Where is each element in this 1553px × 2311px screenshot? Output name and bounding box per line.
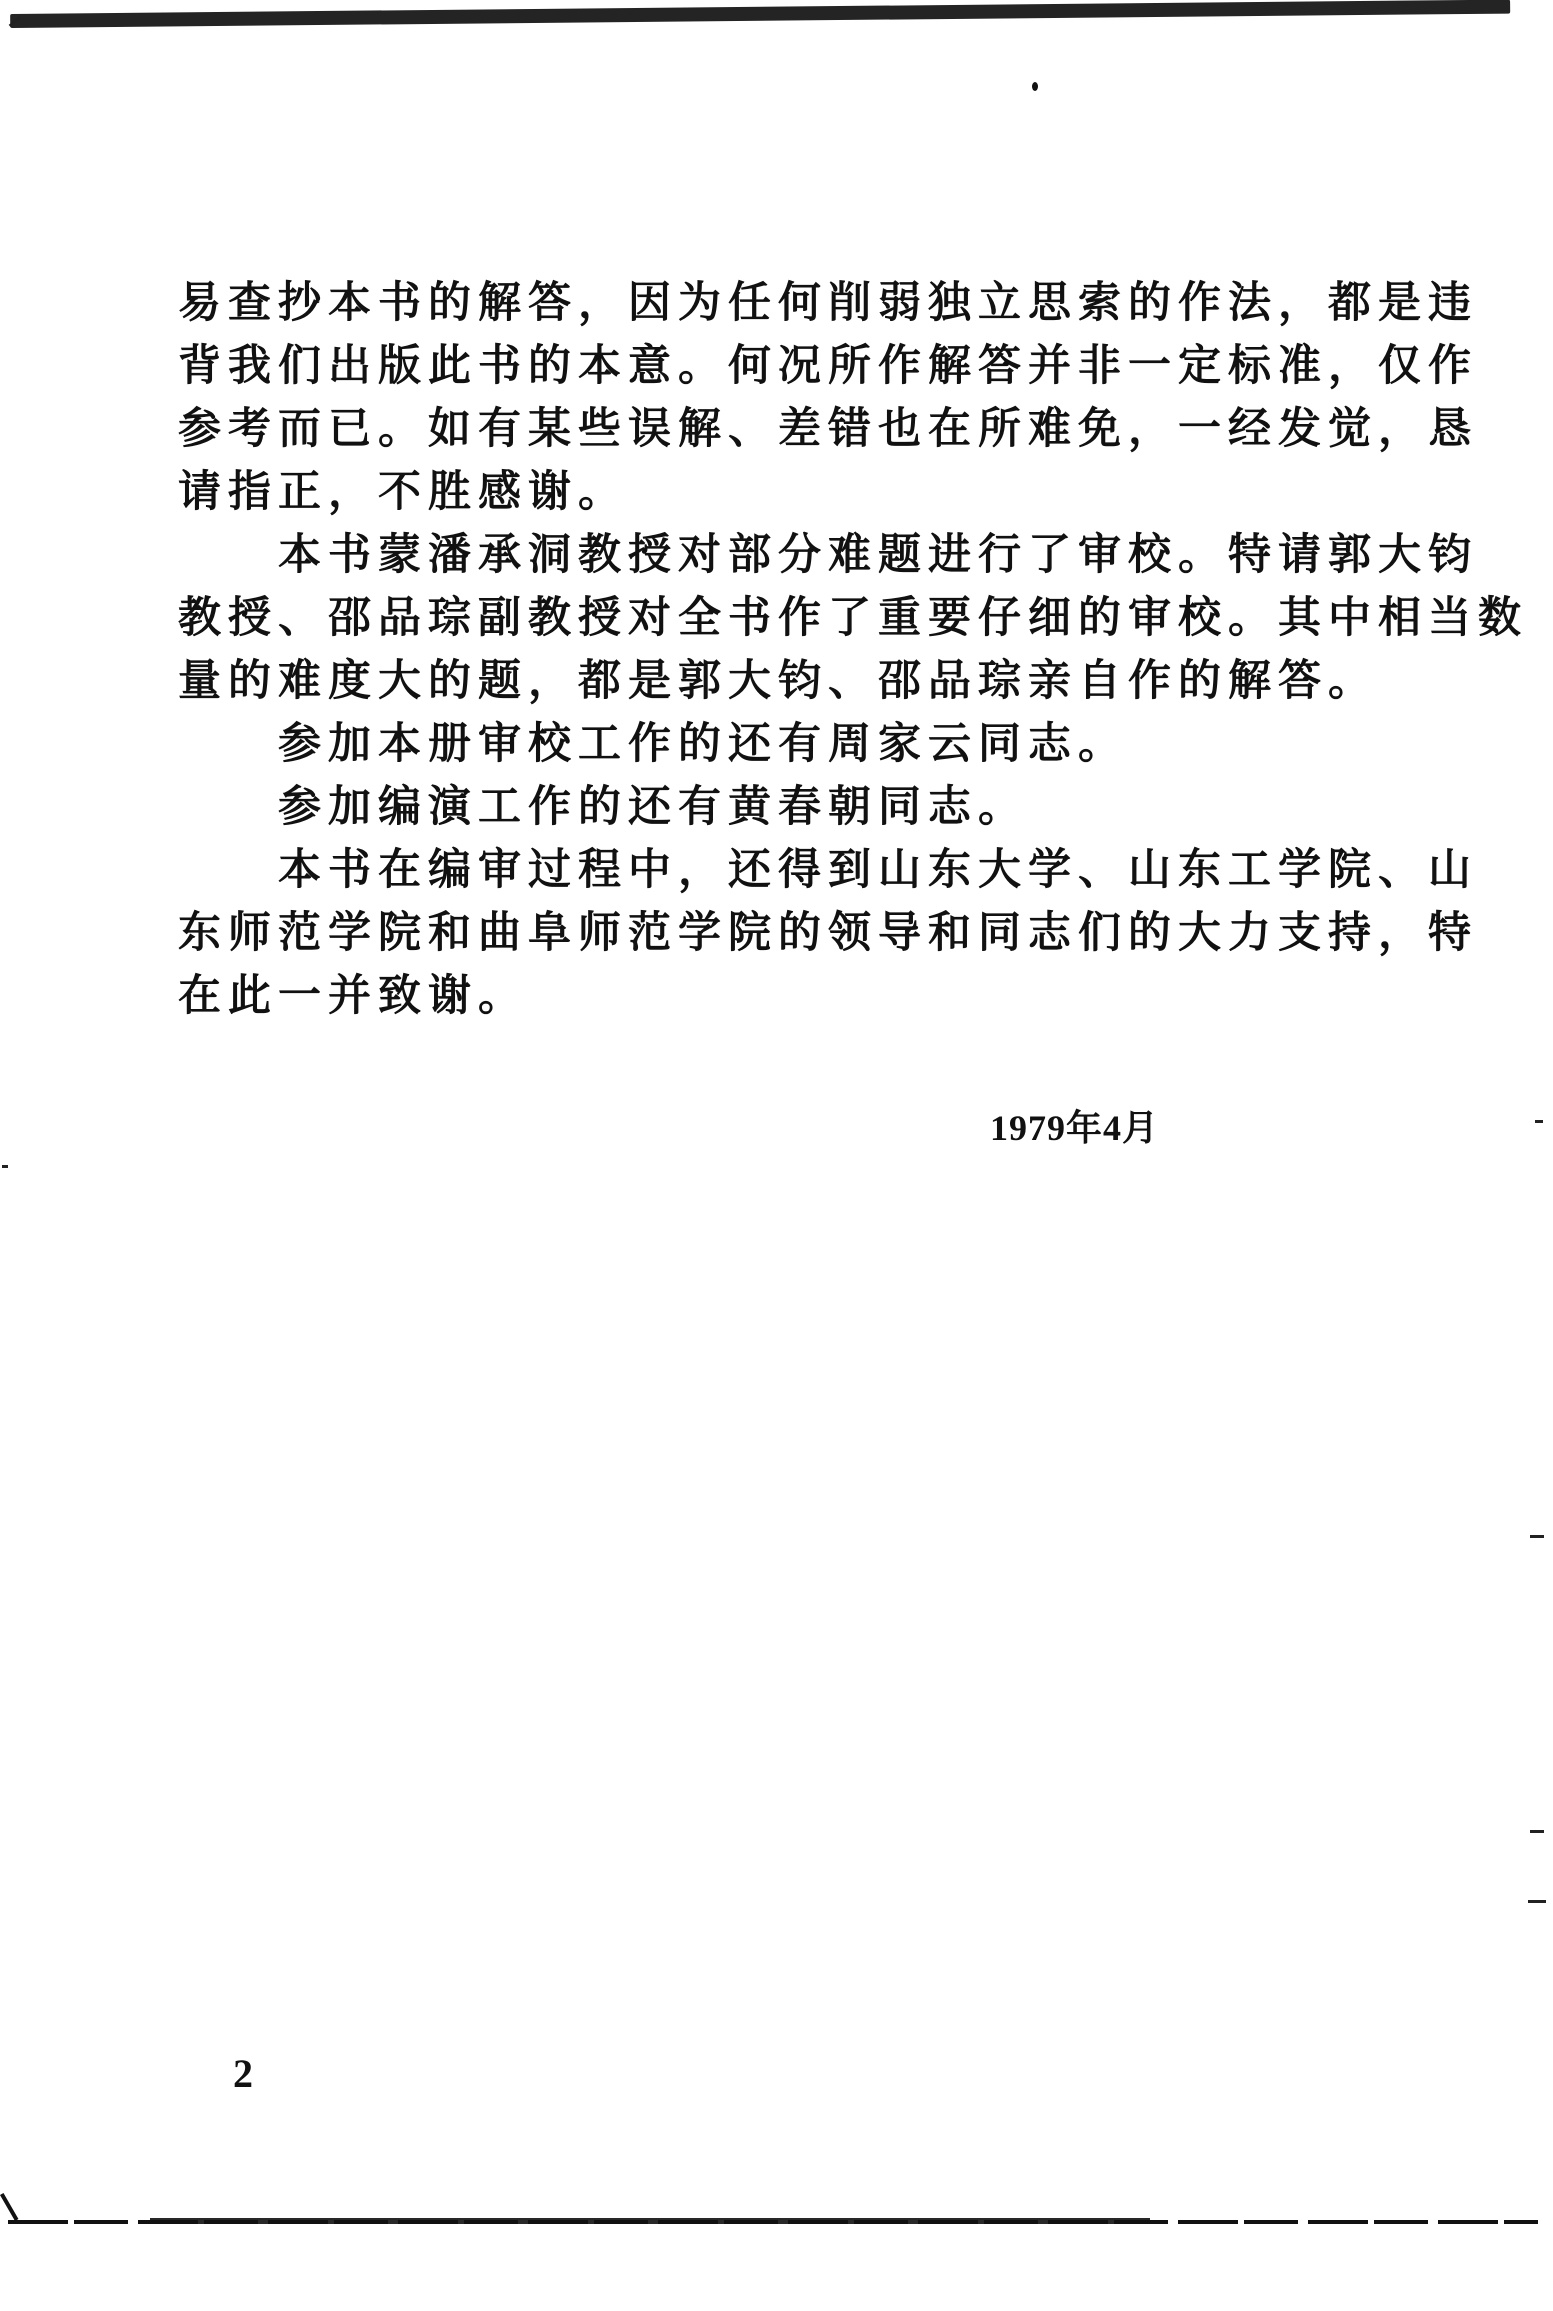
text-line: 请指正，不胜感谢。 xyxy=(178,467,628,517)
text-line: 本书蒙潘承洞教授对部分难题进行了审校。特请郭大钧 xyxy=(278,530,1478,580)
scan-speck xyxy=(1032,82,1038,91)
text-line: 参加编演工作的还有黄春朝同志。 xyxy=(278,782,1028,832)
document-body xyxy=(178,272,1528,1028)
text-line: 量的难度大的题，都是郭大钧、邵品琮亲自作的解答。 xyxy=(178,656,1378,706)
text-line: 本书在编审过程中，还得到山东大学、山东工学院、山 xyxy=(278,845,1478,895)
scan-side-mark xyxy=(1530,1535,1544,1538)
text-line: 东师范学院和曲阜师范学院的领导和同志们的大力支持，特 xyxy=(178,908,1478,958)
scan-top-edge xyxy=(10,0,1510,28)
text-line: 参考而已。如有某些误解、差错也在所难免，一经发觉，恳 xyxy=(178,404,1478,454)
text-line: 易查抄本书的解答，因为任何削弱独立思索的作法，都是违 xyxy=(178,278,1478,328)
text-line: 参加本册审校工作的还有周家云同志。 xyxy=(278,719,1128,769)
scan-side-mark xyxy=(1535,1120,1543,1123)
text-line: 背我们出版此书的本意。何况所作解答并非一定标准，仅作 xyxy=(178,341,1478,391)
scan-bottom-corner xyxy=(0,2193,18,2221)
scan-side-mark xyxy=(1528,1900,1546,1903)
scan-side-mark xyxy=(1530,1830,1544,1833)
scan-side-mark xyxy=(2,1165,8,1168)
page-number: 2 xyxy=(233,2051,253,2096)
text-line: 教授、邵品琮副教授对全书作了重要仔细的审校。其中相当数 xyxy=(178,593,1528,643)
text-line: 在此一并致谢。 xyxy=(178,971,528,1021)
scan-bottom-edge-thick xyxy=(150,2218,1150,2224)
date: 1979年4月 xyxy=(990,1108,1160,1148)
